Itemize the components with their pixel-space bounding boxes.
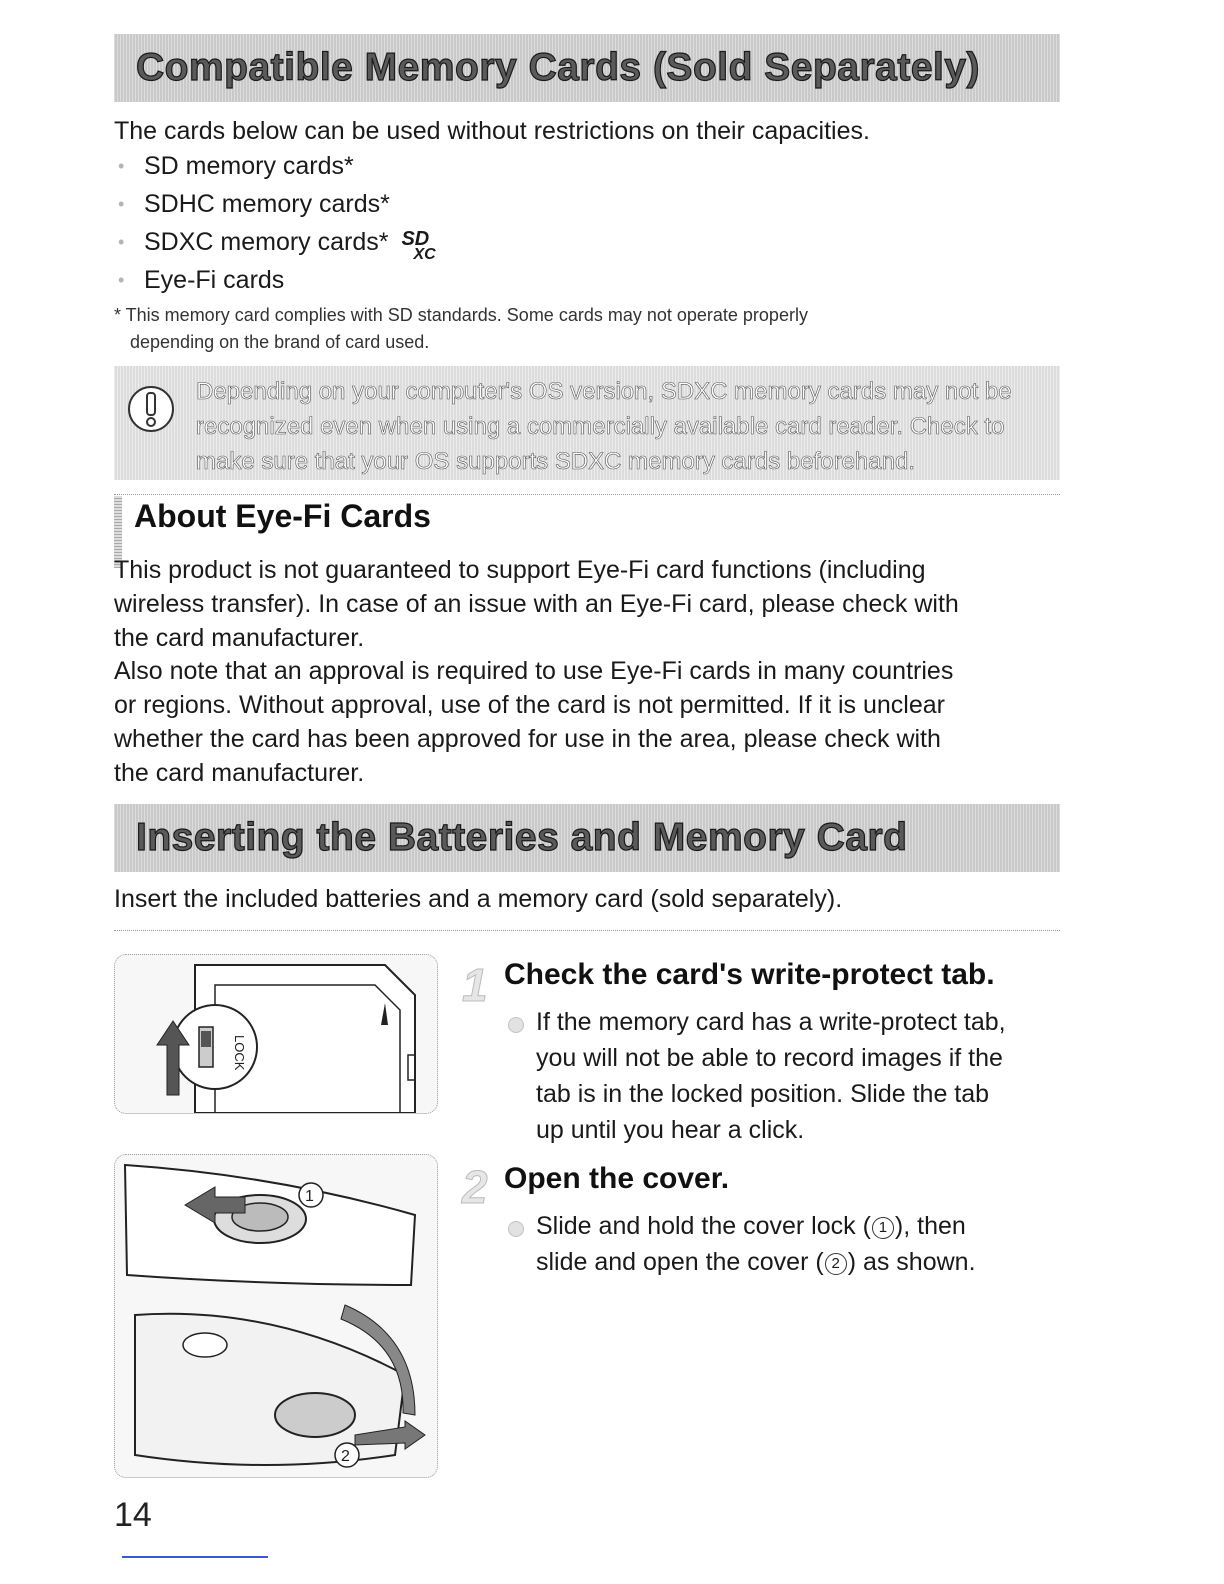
section-banner-inserting <box>114 804 1060 872</box>
eyefi-paragraph-1: This product is not guaranteed to support Eye-Fi card functions (including wireless transfer). In case of an issue with an Eye-Fi card, please check with the card manufacturer. <box>114 556 959 652</box>
caution-box <box>114 366 1060 480</box>
circled-marker: 1 <box>872 1217 894 1239</box>
divider <box>114 494 1060 495</box>
step-number-1: 1 <box>462 959 488 1011</box>
camera-cover-illustration <box>115 1155 437 1477</box>
circled-marker: 2 <box>825 1253 847 1275</box>
divider <box>114 930 1060 931</box>
card-list <box>114 147 451 299</box>
page-link-underline[interactable] <box>122 1556 268 1558</box>
eyefi-heading: About Eye-Fi Cards <box>134 498 431 534</box>
list-item: • SDHC memory cards* <box>114 185 451 223</box>
banner-title: Inserting the Batteries and Memory Card <box>136 816 908 859</box>
cards-intro: The cards below can be used without restrictions on their capacities. <box>114 117 870 145</box>
memory-card-illustration <box>115 955 437 1113</box>
step-1-title: Check the card's write-protect tab. <box>504 958 995 991</box>
list-item: • SD memory cards* <box>114 147 451 185</box>
step-2-title: Open the cover. <box>504 1162 730 1195</box>
step-number-2: 2 <box>462 1161 488 1213</box>
footnote-line-2: depending on the brand of card used. <box>130 332 430 352</box>
open-cover-figure <box>114 1154 438 1478</box>
sdxc-logo-icon: SD XC <box>401 228 436 263</box>
figure-marker-2: 2 <box>341 1448 350 1465</box>
section-banner-compatible-cards <box>114 34 1060 102</box>
write-protect-figure <box>114 954 438 1114</box>
caution-icon <box>126 384 176 434</box>
page-number: 14 <box>114 1496 152 1534</box>
lock-label: LOCK <box>232 1035 247 1071</box>
step-1-text: If the memory card has a write-protect tab, you will not be able to record images if the tab is in the locked position. Slide the tab up until you hear a click. <box>536 1008 1006 1144</box>
footnote-line-1: * This memory card complies with SD standards. Some cards may not operate properly <box>114 305 808 325</box>
caution-text: Depending on your computer's OS version, SDXC memory cards may not be recognized even when using a commercially available card reader. Check to make sure that your OS supports SDXC memory cards beforehand. <box>196 378 1012 475</box>
list-item: • Eye-Fi cards <box>114 261 451 299</box>
list-item: • SDXC memory cards* SD XC <box>114 223 451 261</box>
inserting-intro: Insert the included batteries and a memory card (sold separately). <box>114 885 843 913</box>
bullet-icon <box>508 1221 524 1237</box>
eyefi-paragraph-2: Also note that an approval is required to use Eye-Fi cards in many countries or regions. Without approval, use of the card is not permitted. If it is unclear whether the card has been approved for use in the area, please check with the card manufacturer. <box>114 657 954 787</box>
step-2-text: Slide and hold the cover lock ( 1 ), then slide and open the cover ( 2 ) as shown. <box>536 1212 976 1276</box>
figure-marker-1: 1 <box>305 1188 314 1205</box>
banner-title: Compatible Memory Cards (Sold Separately) <box>136 46 981 89</box>
bullet-icon <box>508 1017 524 1033</box>
